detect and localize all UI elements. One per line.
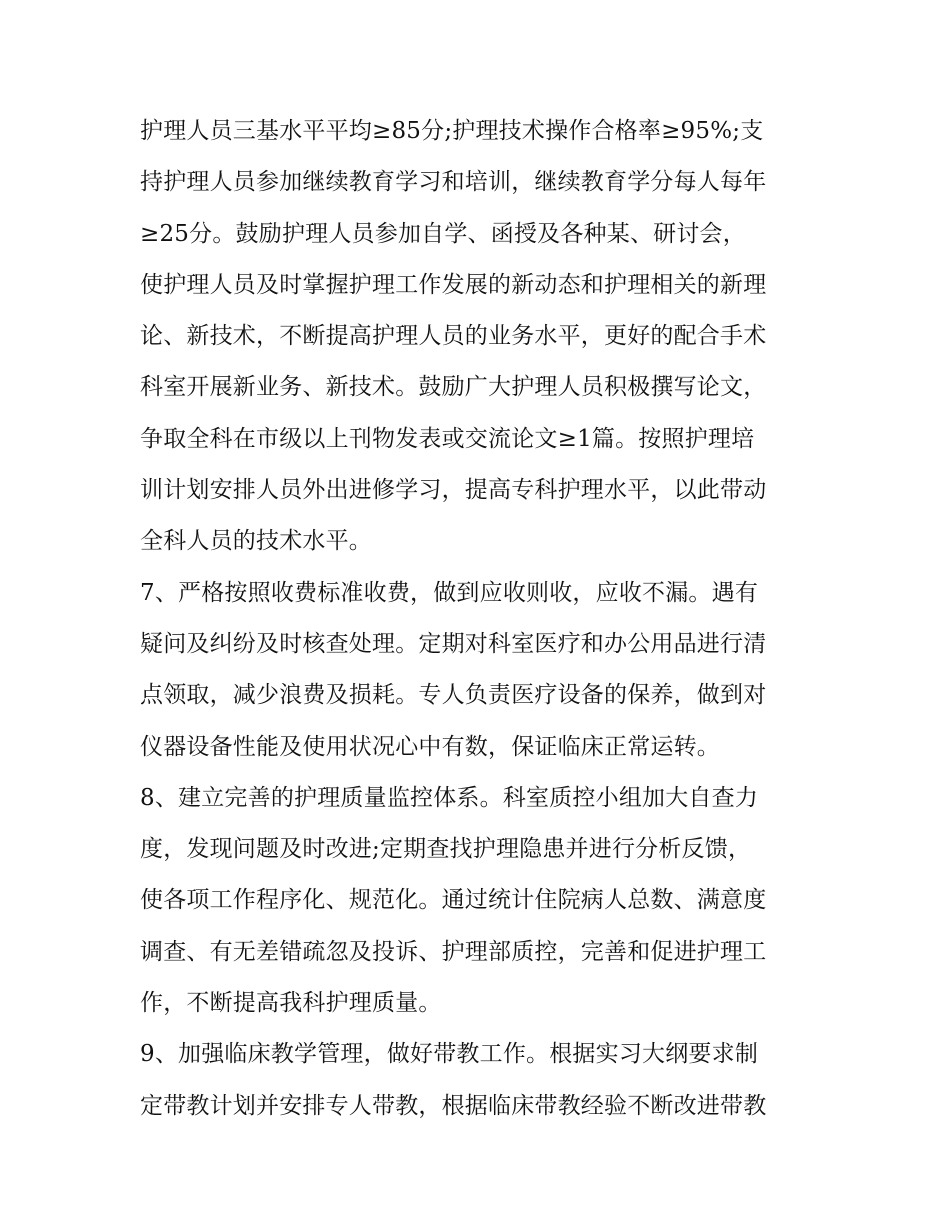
text-line: 定带教计划并安排专人带教，根据临床带教经验不断改进带教 <box>140 1092 767 1119</box>
text-line: 争取全科在市级以上刊物发表或交流论文≥1篇。按照护理培 <box>140 425 755 452</box>
text-line: 调查、有无差错疏忽及投诉、护理部质控，完善和促进护理工 <box>140 938 767 965</box>
text-line: ≥25分。鼓励护理人员参加自学、函授及各种某、研讨会， <box>140 220 746 247</box>
text-line: 全科人员的技术水平。 <box>140 528 372 555</box>
text-line: 训计划安排人员外出进修学习，提高专科护理水平，以此带动 <box>140 477 767 504</box>
text-line: 点领取，减少浪费及损耗。专人负责医疗设备的保养，做到对 <box>140 682 767 709</box>
text-line: 9、加强临床教学管理，做好带教工作。根据实习大纲要求制 <box>140 1041 759 1068</box>
body-text <box>140 106 830 1132</box>
text-line: 度，发现问题及时改进;定期查找护理隐患并进行分析反馈， <box>140 836 752 863</box>
text-line: 科室开展新业务、新技术。鼓励广大护理人员积极撰写论文， <box>140 374 767 401</box>
text-line: 7、严格按照收费标准收费，做到应收则收，应收不漏。遇有 <box>140 579 759 606</box>
text-line: 8、建立完善的护理质量监控体系。科室质控小组加大自查力 <box>140 784 759 811</box>
text-line: 论、新技术，不断提高护理人员的业务水平，更好的配合手术 <box>140 323 767 350</box>
text-line: 使护理人员及时掌握护理工作发展的新动态和护理相关的新理 <box>140 271 767 298</box>
text-line: 仪器设备性能及使用状况心中有数，保证临床正常运转。 <box>140 733 720 760</box>
text-line: 持护理人员参加继续教育学习和培训，继续教育学分每人每年 <box>140 169 767 196</box>
text-line: 护理人员三基水平平均≥85分;护理技术操作合格率≥95%;支 <box>140 118 764 144</box>
text-line: 疑问及纠纷及时核查处理。定期对科室医疗和办公用品进行清 <box>140 630 767 657</box>
text-line: 作，不断提高我科护理质量。 <box>140 990 442 1017</box>
text-line: 使各项工作程序化、规范化。通过统计住院病人总数、满意度 <box>140 887 767 914</box>
